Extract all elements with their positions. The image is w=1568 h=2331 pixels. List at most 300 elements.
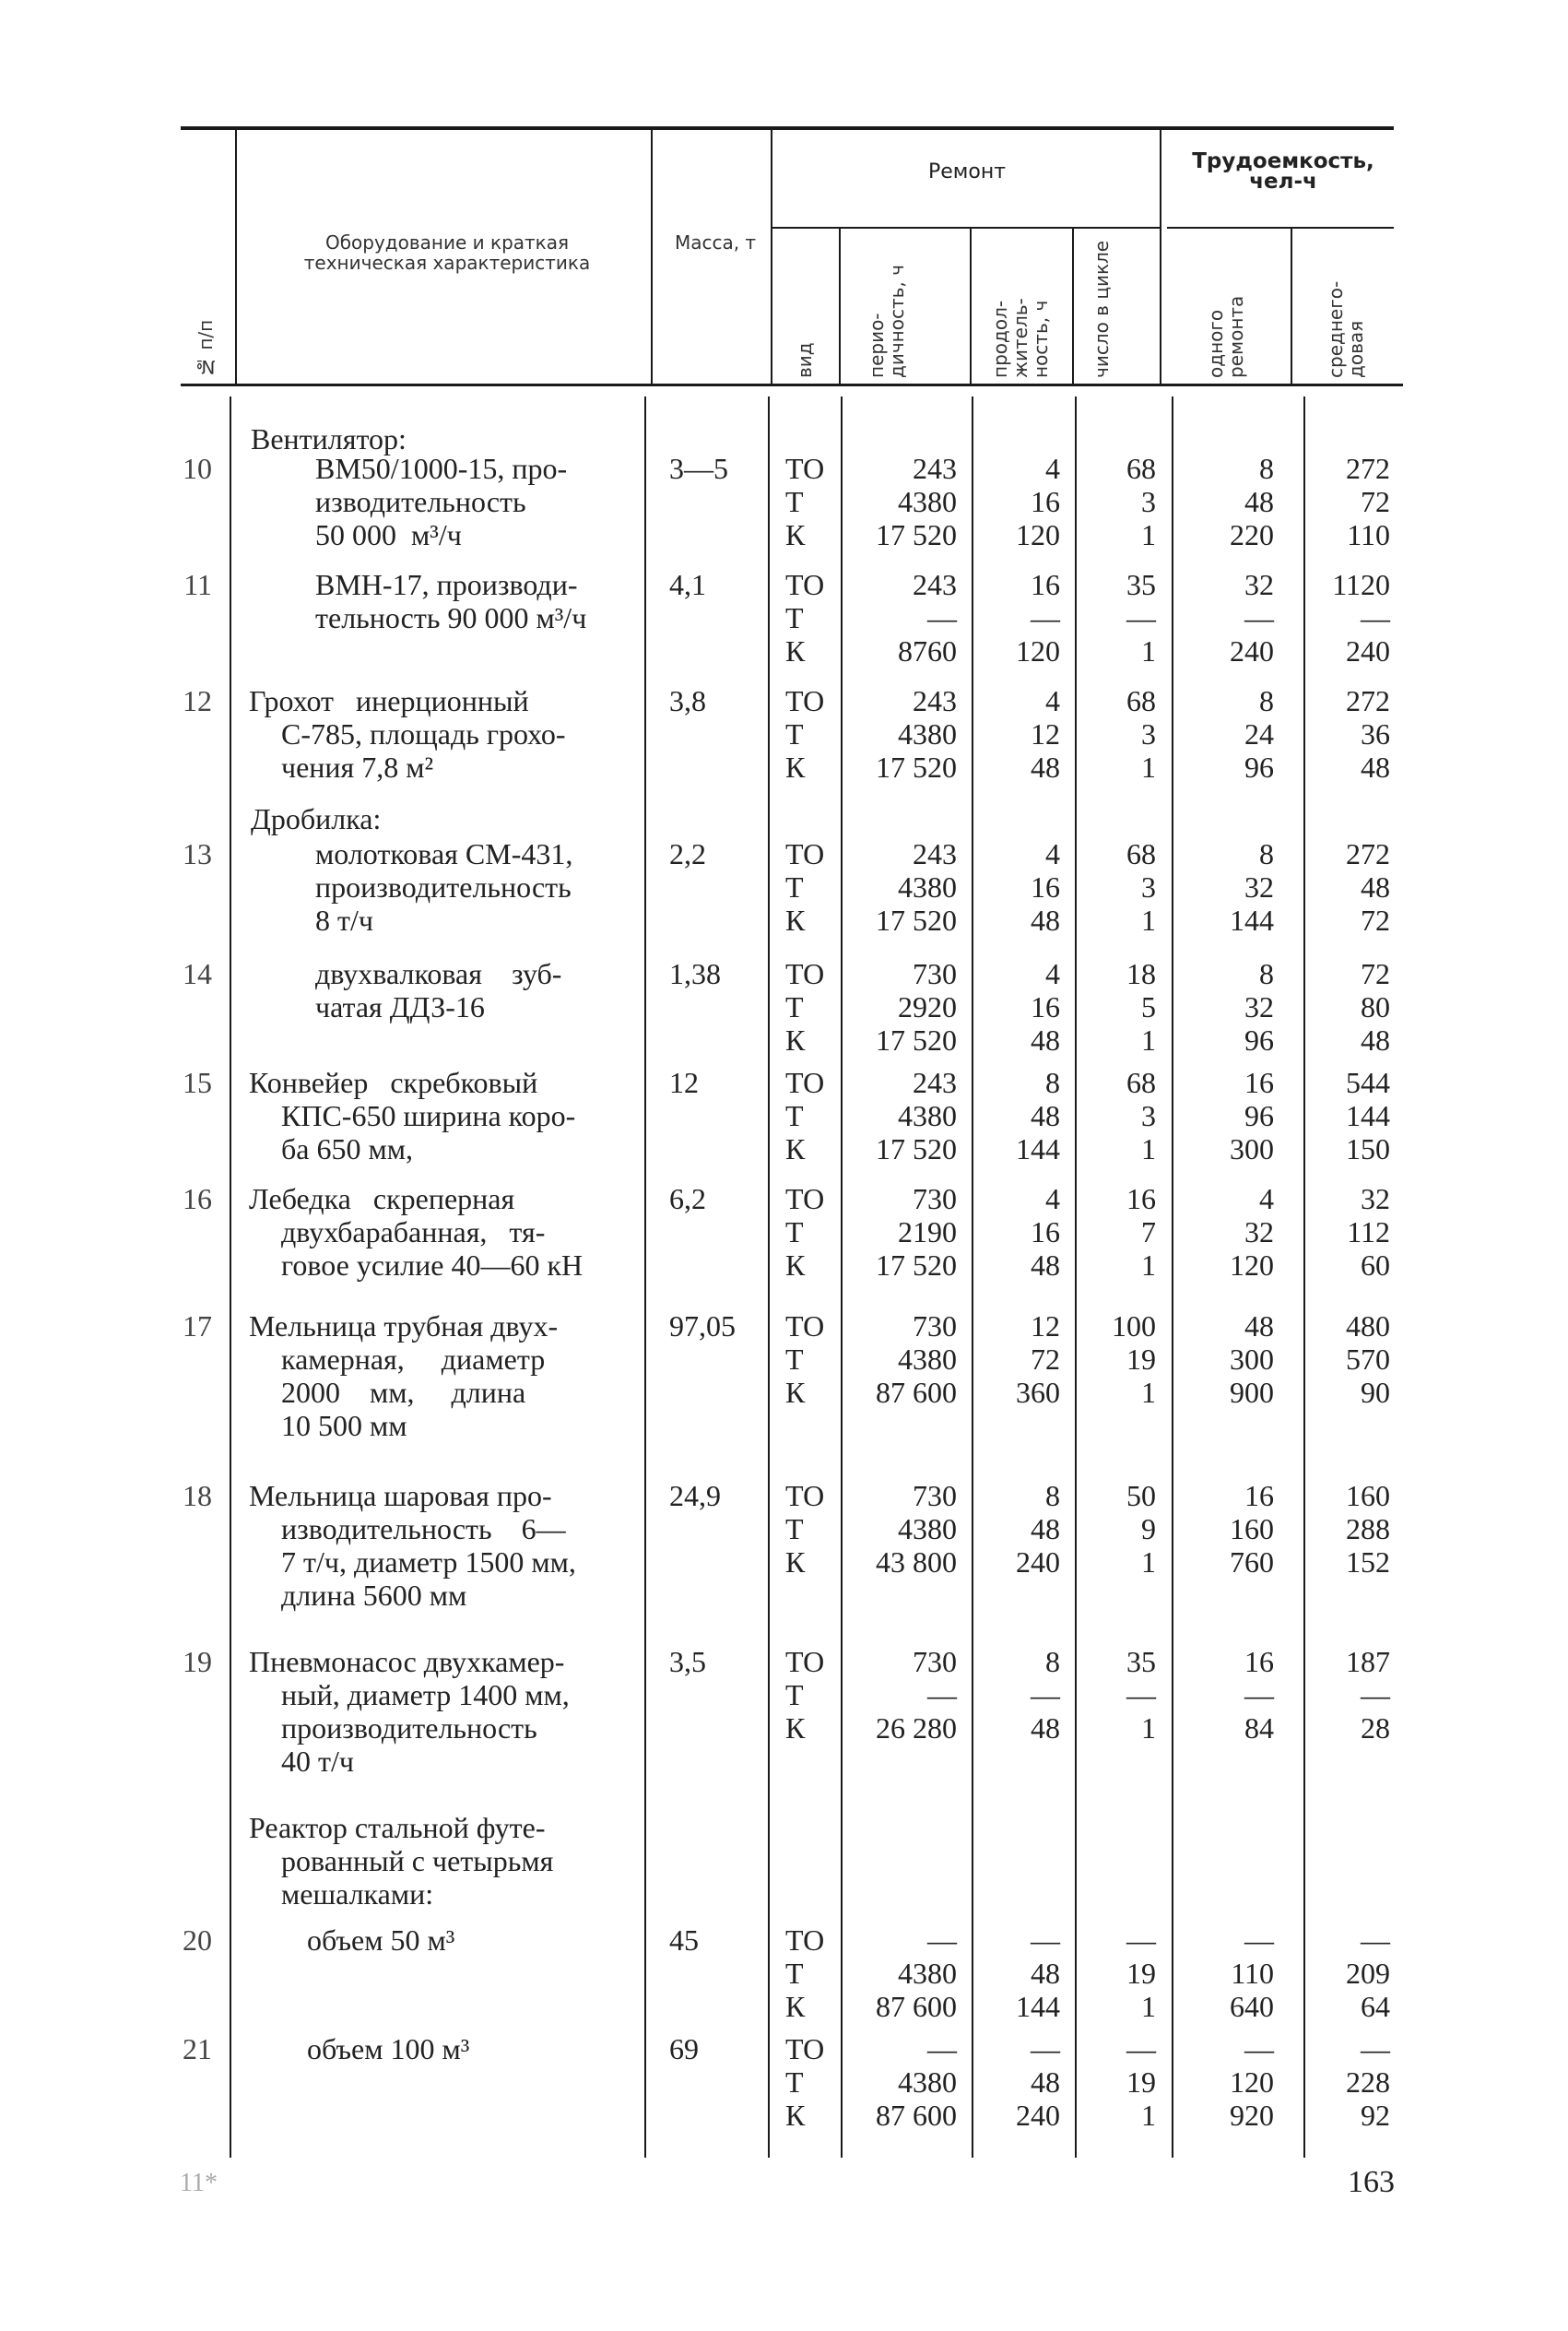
- repair-kind: ТО: [785, 1182, 825, 1215]
- repair-duration: 144: [1016, 1132, 1060, 1166]
- labor-annual-avg: 272: [1346, 837, 1390, 870]
- repair-period: 8760: [898, 634, 957, 668]
- repair-duration: 48: [1031, 1099, 1060, 1132]
- repair-kind: Т: [785, 2065, 804, 2099]
- repair-duration: 360: [1016, 1376, 1060, 1409]
- repair-duration: 48: [1031, 751, 1060, 784]
- repair-period: 4380: [898, 1343, 957, 1376]
- body-vline-6: [1075, 396, 1077, 2158]
- equipment-description-line: чения 7,8 м²: [281, 751, 434, 784]
- labor-one-repair: 120: [1230, 2065, 1274, 2099]
- labor-one-repair: 96: [1244, 1099, 1274, 1132]
- signature-mark: 11*: [180, 2169, 218, 2197]
- repair-period: 87 600: [876, 2099, 957, 2132]
- header-col-one-repair: одного ремонта: [1205, 295, 1247, 378]
- equipment-description-line: производительность: [315, 870, 572, 904]
- repair-kind: К: [785, 1376, 806, 1409]
- repair-count: 19: [1126, 1957, 1156, 1990]
- labor-annual-avg: —: [1361, 1923, 1390, 1957]
- repair-kind: Т: [785, 1957, 804, 1990]
- repair-period: 4380: [898, 1512, 957, 1545]
- labor-one-repair: 96: [1244, 1024, 1274, 1057]
- labor-one-repair: —: [1244, 1678, 1274, 1711]
- repair-period: 2190: [898, 1215, 957, 1248]
- body-vline-2: [644, 396, 646, 2158]
- row-number: 16: [183, 1182, 212, 1215]
- repair-duration: 48: [1031, 904, 1060, 937]
- equipment-description-line: говое усилие 40—60 кН: [281, 1248, 584, 1282]
- repair-period: 87 600: [876, 1376, 957, 1409]
- labor-one-repair: 32: [1244, 990, 1274, 1024]
- header-col-period: перио- дичность, ч: [866, 265, 908, 378]
- labor-one-repair: 16: [1244, 1645, 1274, 1678]
- repair-count: 3: [1141, 870, 1156, 904]
- repair-count: 1: [1141, 1248, 1156, 1282]
- row-number: 10: [183, 452, 212, 485]
- hdr-vline-2: [651, 130, 653, 384]
- repair-count: 1: [1141, 634, 1156, 668]
- labor-annual-avg: 72: [1361, 957, 1390, 990]
- repair-period: 87 600: [876, 1990, 957, 2023]
- row-number: 19: [183, 1645, 212, 1678]
- repair-duration: 240: [1016, 2099, 1060, 2132]
- row-number: 12: [183, 684, 212, 717]
- hdr-vline-8: [1291, 229, 1292, 384]
- labor-annual-avg: 90: [1361, 1376, 1390, 1409]
- equipment-description-line: 8 т/ч: [315, 904, 373, 937]
- mass-value: 1,38: [669, 957, 721, 990]
- repair-duration: 48: [1031, 1711, 1060, 1745]
- repair-duration: —: [1031, 2032, 1060, 2065]
- repair-period: 730: [913, 957, 957, 990]
- repair-duration: —: [1031, 1923, 1060, 1957]
- labor-one-repair: 120: [1230, 1248, 1274, 1282]
- hdr-vline-4: [839, 229, 841, 384]
- labor-one-repair: 300: [1230, 1132, 1274, 1166]
- equipment-description-line: двухвалковая зуб-: [315, 957, 562, 990]
- hdr-vline-7: [1160, 130, 1161, 384]
- repair-duration: 12: [1031, 1309, 1060, 1343]
- equipment-description-line: Реактор стальной футе-: [249, 1811, 546, 1844]
- equipment-description-line: рованный с четырьмя: [281, 1844, 554, 1877]
- group-title: Дробилка:: [251, 802, 382, 835]
- labor-one-repair: —: [1244, 1923, 1274, 1957]
- labor-one-repair: 48: [1244, 485, 1274, 518]
- repair-period: 4380: [898, 717, 957, 751]
- repair-duration: 48: [1031, 1248, 1060, 1282]
- row-number: 21: [183, 2032, 212, 2065]
- repair-duration: 16: [1031, 990, 1060, 1024]
- labor-annual-avg: 570: [1346, 1343, 1390, 1376]
- equipment-description-line: Конвейер скребковый: [249, 1066, 538, 1099]
- repair-duration: 16: [1031, 568, 1060, 601]
- repair-kind: К: [785, 1545, 806, 1579]
- labor-annual-avg: 32: [1361, 1182, 1390, 1215]
- labor-annual-avg: —: [1361, 2032, 1390, 2065]
- labor-one-repair: 8: [1259, 957, 1274, 990]
- repair-period: 243: [913, 1066, 957, 1099]
- repair-kind: ТО: [785, 1923, 825, 1957]
- labor-annual-avg: 80: [1361, 990, 1390, 1024]
- header-group-repair: Ремонт: [927, 160, 1007, 183]
- equipment-subdescription: объем 100 м³: [307, 2032, 470, 2065]
- group-title: Вентилятор:: [251, 422, 407, 456]
- repair-duration: 16: [1031, 870, 1060, 904]
- mass-value: 3,5: [669, 1645, 706, 1678]
- labor-one-repair: 8: [1259, 452, 1274, 485]
- equipment-description-line: камерная, диаметр: [281, 1343, 546, 1376]
- labor-one-repair: 16: [1244, 1479, 1274, 1512]
- repair-count: 68: [1126, 684, 1156, 717]
- labor-annual-avg: 272: [1346, 452, 1390, 485]
- repair-kind: Т: [785, 1678, 804, 1711]
- body-vline-4: [841, 396, 843, 2158]
- labor-annual-avg: 288: [1346, 1512, 1390, 1545]
- labor-annual-avg: 144: [1346, 1099, 1390, 1132]
- labor-one-repair: 32: [1244, 568, 1274, 601]
- header-col-duration: продол- житель- ность, ч: [989, 298, 1052, 378]
- repair-count: 3: [1141, 485, 1156, 518]
- repair-period: —: [927, 2032, 957, 2065]
- repair-count: 68: [1126, 452, 1156, 485]
- repair-period: 4380: [898, 485, 957, 518]
- labor-one-repair: 220: [1230, 518, 1274, 551]
- labor-one-repair: 8: [1259, 837, 1274, 870]
- repair-duration: 120: [1016, 518, 1060, 551]
- repair-count: 35: [1126, 1645, 1156, 1678]
- labor-one-repair: 110: [1231, 1957, 1274, 1990]
- repair-duration: 8: [1045, 1479, 1060, 1512]
- mass-value: 3—5: [669, 452, 728, 485]
- repair-period: 243: [913, 837, 957, 870]
- mass-value: 3,8: [669, 684, 706, 717]
- header-col-mass: Масса, т: [674, 231, 757, 254]
- labor-one-repair: —: [1244, 2032, 1274, 2065]
- mass-value: 69: [669, 2032, 699, 2065]
- equipment-description-line: изводительность 6—: [281, 1512, 566, 1545]
- equipment-description-line: ба 650 мм,: [281, 1132, 413, 1166]
- labor-annual-avg: 272: [1346, 684, 1390, 717]
- repair-kind: К: [785, 1990, 806, 2023]
- labor-one-repair: —: [1244, 601, 1274, 634]
- labor-one-repair: 4: [1259, 1182, 1274, 1215]
- repair-duration: 240: [1016, 1545, 1060, 1579]
- repair-period: 4380: [898, 1099, 957, 1132]
- labor-annual-avg: 480: [1346, 1309, 1390, 1343]
- repair-count: 19: [1126, 1343, 1156, 1376]
- repair-period: 730: [913, 1182, 957, 1215]
- labor-one-repair: 84: [1244, 1711, 1274, 1745]
- hdr-vline-5: [970, 229, 972, 384]
- repair-kind: Т: [785, 717, 804, 751]
- mass-value: 97,05: [669, 1309, 736, 1343]
- body-vline-8: [1303, 396, 1305, 2158]
- repair-kind: ТО: [785, 568, 825, 601]
- labor-one-repair: 32: [1244, 1215, 1274, 1248]
- repair-kind: ТО: [785, 452, 825, 485]
- labor-one-repair: 48: [1244, 1309, 1274, 1343]
- equipment-subdescription: объем 50 м³: [307, 1923, 455, 1957]
- repair-kind: Т: [785, 1099, 804, 1132]
- row-number: 15: [183, 1066, 212, 1099]
- mass-value: 12: [669, 1066, 699, 1099]
- labor-annual-avg: 72: [1361, 904, 1390, 937]
- hdr-vline-1: [235, 130, 237, 384]
- repair-duration: —: [1031, 601, 1060, 634]
- repair-kind: Т: [785, 485, 804, 518]
- repair-period: 243: [913, 452, 957, 485]
- mass-value: 45: [669, 1923, 699, 1957]
- header-col-annual-avg: среднего- довая: [1325, 280, 1367, 378]
- body-vline-1: [230, 396, 231, 2158]
- repair-kind: ТО: [785, 1479, 825, 1512]
- repair-period: 17 520: [876, 751, 957, 784]
- repair-count: 3: [1141, 1099, 1156, 1132]
- repair-count: 1: [1141, 1990, 1156, 2023]
- labor-annual-avg: 187: [1346, 1645, 1390, 1678]
- hdr-vline-6: [1072, 229, 1074, 384]
- repair-kind: ТО: [785, 837, 825, 870]
- equipment-description-line: ный, диаметр 1400 мм,: [281, 1678, 570, 1711]
- repair-count: 1: [1141, 1132, 1156, 1166]
- labor-annual-avg: 544: [1346, 1066, 1390, 1099]
- repair-count: —: [1126, 2032, 1156, 2065]
- repair-kind: К: [785, 634, 806, 668]
- repair-kind: ТО: [785, 684, 825, 717]
- repair-kind: К: [785, 2099, 806, 2132]
- repair-count: —: [1126, 1923, 1156, 1957]
- labor-annual-avg: 150: [1346, 1132, 1390, 1166]
- labor-annual-avg: 64: [1361, 1990, 1390, 2023]
- header-col-kind: вид: [794, 342, 816, 378]
- repair-period: 243: [913, 684, 957, 717]
- labor-annual-avg: 28: [1361, 1711, 1390, 1745]
- repair-count: 50: [1126, 1479, 1156, 1512]
- repair-count: 1: [1141, 751, 1156, 784]
- labor-one-repair: 760: [1230, 1545, 1274, 1579]
- equipment-description-line: изводительность: [315, 485, 526, 518]
- repair-count: 1: [1141, 1376, 1156, 1409]
- repair-period: 43 800: [876, 1545, 957, 1579]
- equipment-description-line: 7 т/ч, диаметр 1500 мм,: [281, 1545, 576, 1579]
- equipment-description-line: 10 500 мм: [281, 1409, 407, 1442]
- repair-duration: 4: [1045, 1182, 1060, 1215]
- labor-annual-avg: 36: [1361, 717, 1390, 751]
- equipment-description-line: длина 5600 мм: [281, 1579, 467, 1612]
- repair-count: 1: [1141, 904, 1156, 937]
- repair-period: 730: [913, 1479, 957, 1512]
- repair-duration: 48: [1031, 2065, 1060, 2099]
- repair-kind: Т: [785, 1512, 804, 1545]
- labor-annual-avg: 60: [1361, 1248, 1390, 1282]
- repair-duration: 4: [1045, 684, 1060, 717]
- labor-annual-avg: 72: [1361, 485, 1390, 518]
- repair-period: —: [927, 1923, 957, 1957]
- repair-count: 5: [1141, 990, 1156, 1024]
- labor-annual-avg: 160: [1346, 1479, 1390, 1512]
- repair-count: 68: [1126, 1066, 1156, 1099]
- labor-one-repair: 640: [1230, 1990, 1274, 2023]
- header-col-count: число в цикле: [1091, 240, 1113, 378]
- labor-one-repair: 8: [1259, 684, 1274, 717]
- labor-one-repair: 96: [1244, 751, 1274, 784]
- labor-one-repair: 920: [1230, 2099, 1274, 2132]
- repair-period: 17 520: [876, 1132, 957, 1166]
- equipment-description-line: Лебедка скреперная: [249, 1182, 515, 1215]
- equipment-description-line: 40 т/ч: [281, 1745, 354, 1778]
- labor-group-rule: [1167, 227, 1394, 229]
- labor-annual-avg: 112: [1347, 1215, 1390, 1248]
- equipment-description-line: молотковая СМ-431,: [315, 837, 573, 870]
- equipment-description-line: чатая ДДЗ-16: [315, 990, 485, 1024]
- repair-period: —: [927, 1678, 957, 1711]
- repair-period: 4380: [898, 2065, 957, 2099]
- repair-kind: ТО: [785, 1066, 825, 1099]
- repair-kind: ТО: [785, 957, 825, 990]
- row-number: 14: [183, 957, 212, 990]
- equipment-description-line: Мельница шаровая про-: [249, 1479, 552, 1512]
- repair-count: 3: [1141, 717, 1156, 751]
- repair-kind: Т: [785, 1343, 804, 1376]
- equipment-description-line: мешалками:: [281, 1877, 434, 1911]
- mass-value: 2,2: [669, 837, 706, 870]
- equipment-description-line: двухбарабанная, тя-: [281, 1215, 546, 1248]
- repair-period: 17 520: [876, 518, 957, 551]
- repair-duration: 4: [1045, 837, 1060, 870]
- body-vline-7: [1172, 396, 1173, 2158]
- row-number: 11: [183, 568, 212, 601]
- mass-value: 4,1: [669, 568, 706, 601]
- repair-kind: ТО: [785, 1645, 825, 1678]
- repair-period: 17 520: [876, 904, 957, 937]
- labor-one-repair: 160: [1230, 1512, 1274, 1545]
- repair-count: —: [1126, 601, 1156, 634]
- labor-one-repair: 16: [1244, 1066, 1274, 1099]
- labor-annual-avg: 240: [1346, 634, 1390, 668]
- repair-count: 100: [1112, 1309, 1156, 1343]
- repair-kind: Т: [785, 990, 804, 1024]
- row-number: 17: [183, 1309, 212, 1343]
- repair-count: 9: [1141, 1512, 1156, 1545]
- repair-duration: 48: [1031, 1512, 1060, 1545]
- header-col-number: № п/п: [195, 319, 217, 378]
- repair-count: 68: [1126, 837, 1156, 870]
- hdr-vline-3: [771, 130, 772, 384]
- labor-one-repair: 300: [1230, 1343, 1274, 1376]
- repair-count: 1: [1141, 1711, 1156, 1745]
- repair-count: 1: [1141, 2099, 1156, 2132]
- mass-value: 24,9: [669, 1479, 721, 1512]
- repair-kind: Т: [785, 601, 804, 634]
- repair-duration: 8: [1045, 1645, 1060, 1678]
- repair-count: 35: [1126, 568, 1156, 601]
- repair-count: 7: [1141, 1215, 1156, 1248]
- repair-period: 17 520: [876, 1024, 957, 1057]
- repair-kind: К: [785, 1024, 806, 1057]
- labor-annual-avg: 48: [1361, 1024, 1390, 1057]
- repair-duration: 4: [1045, 957, 1060, 990]
- repair-duration: 120: [1016, 634, 1060, 668]
- equipment-description-line: Грохот инерционный: [249, 684, 529, 717]
- repair-period: 4380: [898, 870, 957, 904]
- labor-one-repair: 144: [1230, 904, 1274, 937]
- repair-count: 1: [1141, 518, 1156, 551]
- repair-group-rule: [772, 227, 1160, 229]
- body-vline-3: [768, 396, 770, 2158]
- equipment-description-line: Мельница трубная двух-: [249, 1309, 559, 1343]
- repair-kind: Т: [785, 870, 804, 904]
- equipment-description-line: производительность: [281, 1711, 537, 1745]
- repair-duration: 48: [1031, 1024, 1060, 1057]
- repair-count: 18: [1126, 957, 1156, 990]
- repair-duration: 16: [1031, 485, 1060, 518]
- body-vline-5: [972, 396, 973, 2158]
- repair-duration: 48: [1031, 1957, 1060, 1990]
- repair-count: —: [1126, 1678, 1156, 1711]
- labor-one-repair: 32: [1244, 870, 1274, 904]
- equipment-description-line: 2000 мм, длина: [281, 1376, 526, 1409]
- header-bottom-rule: [181, 384, 1403, 386]
- labor-annual-avg: —: [1361, 601, 1390, 634]
- labor-annual-avg: 209: [1346, 1957, 1390, 1990]
- header-group-labor: Трудоемкость, чел-ч: [1192, 149, 1374, 194]
- labor-annual-avg: 228: [1346, 2065, 1390, 2099]
- repair-count: 1: [1141, 1024, 1156, 1057]
- repair-period: 2920: [898, 990, 957, 1024]
- equipment-description-line: С-785, площадь грохо-: [281, 717, 566, 751]
- repair-duration: 8: [1045, 1066, 1060, 1099]
- repair-duration: 144: [1016, 1990, 1060, 2023]
- repair-period: 26 280: [876, 1711, 957, 1745]
- equipment-description-line: Пневмонасос двухкамер-: [249, 1645, 565, 1678]
- repair-duration: 72: [1031, 1343, 1060, 1376]
- repair-kind: К: [785, 1132, 806, 1166]
- repair-kind: ТО: [785, 2032, 825, 2065]
- labor-annual-avg: 48: [1361, 870, 1390, 904]
- labor-one-repair: 240: [1230, 634, 1274, 668]
- page-number: 163: [1348, 2165, 1395, 2199]
- repair-period: 243: [913, 568, 957, 601]
- labor-one-repair: 900: [1230, 1376, 1274, 1409]
- row-number: 13: [183, 837, 212, 870]
- equipment-description-line: ВМН-17, производи-: [315, 568, 578, 601]
- mass-value: 6,2: [669, 1182, 706, 1215]
- repair-period: 730: [913, 1309, 957, 1343]
- repair-period: —: [927, 601, 957, 634]
- row-number: 18: [183, 1479, 212, 1512]
- repair-period: 730: [913, 1645, 957, 1678]
- equipment-description-line: тельность 90 000 м³/ч: [315, 601, 587, 634]
- repair-kind: К: [785, 1248, 806, 1282]
- repair-kind: К: [785, 904, 806, 937]
- repair-duration: 4: [1045, 452, 1060, 485]
- labor-annual-avg: 110: [1347, 518, 1390, 551]
- repair-kind: ТО: [785, 1309, 825, 1343]
- labor-one-repair: 24: [1244, 717, 1274, 751]
- repair-period: 4380: [898, 1957, 957, 1990]
- equipment-description-line: КПС-650 ширина коро-: [281, 1099, 576, 1132]
- repair-duration: 16: [1031, 1215, 1060, 1248]
- repair-duration: 12: [1031, 717, 1060, 751]
- repair-count: 16: [1126, 1182, 1156, 1215]
- equipment-description-line: ВМ50/1000-15, про-: [315, 452, 568, 485]
- labor-annual-avg: 92: [1361, 2099, 1390, 2132]
- repair-kind: Т: [785, 1215, 804, 1248]
- repair-kind: К: [785, 1711, 806, 1745]
- equipment-description-line: 50 000 м³/ч: [315, 518, 462, 551]
- table-top-rule: [181, 126, 1394, 130]
- labor-annual-avg: 1120: [1332, 568, 1390, 601]
